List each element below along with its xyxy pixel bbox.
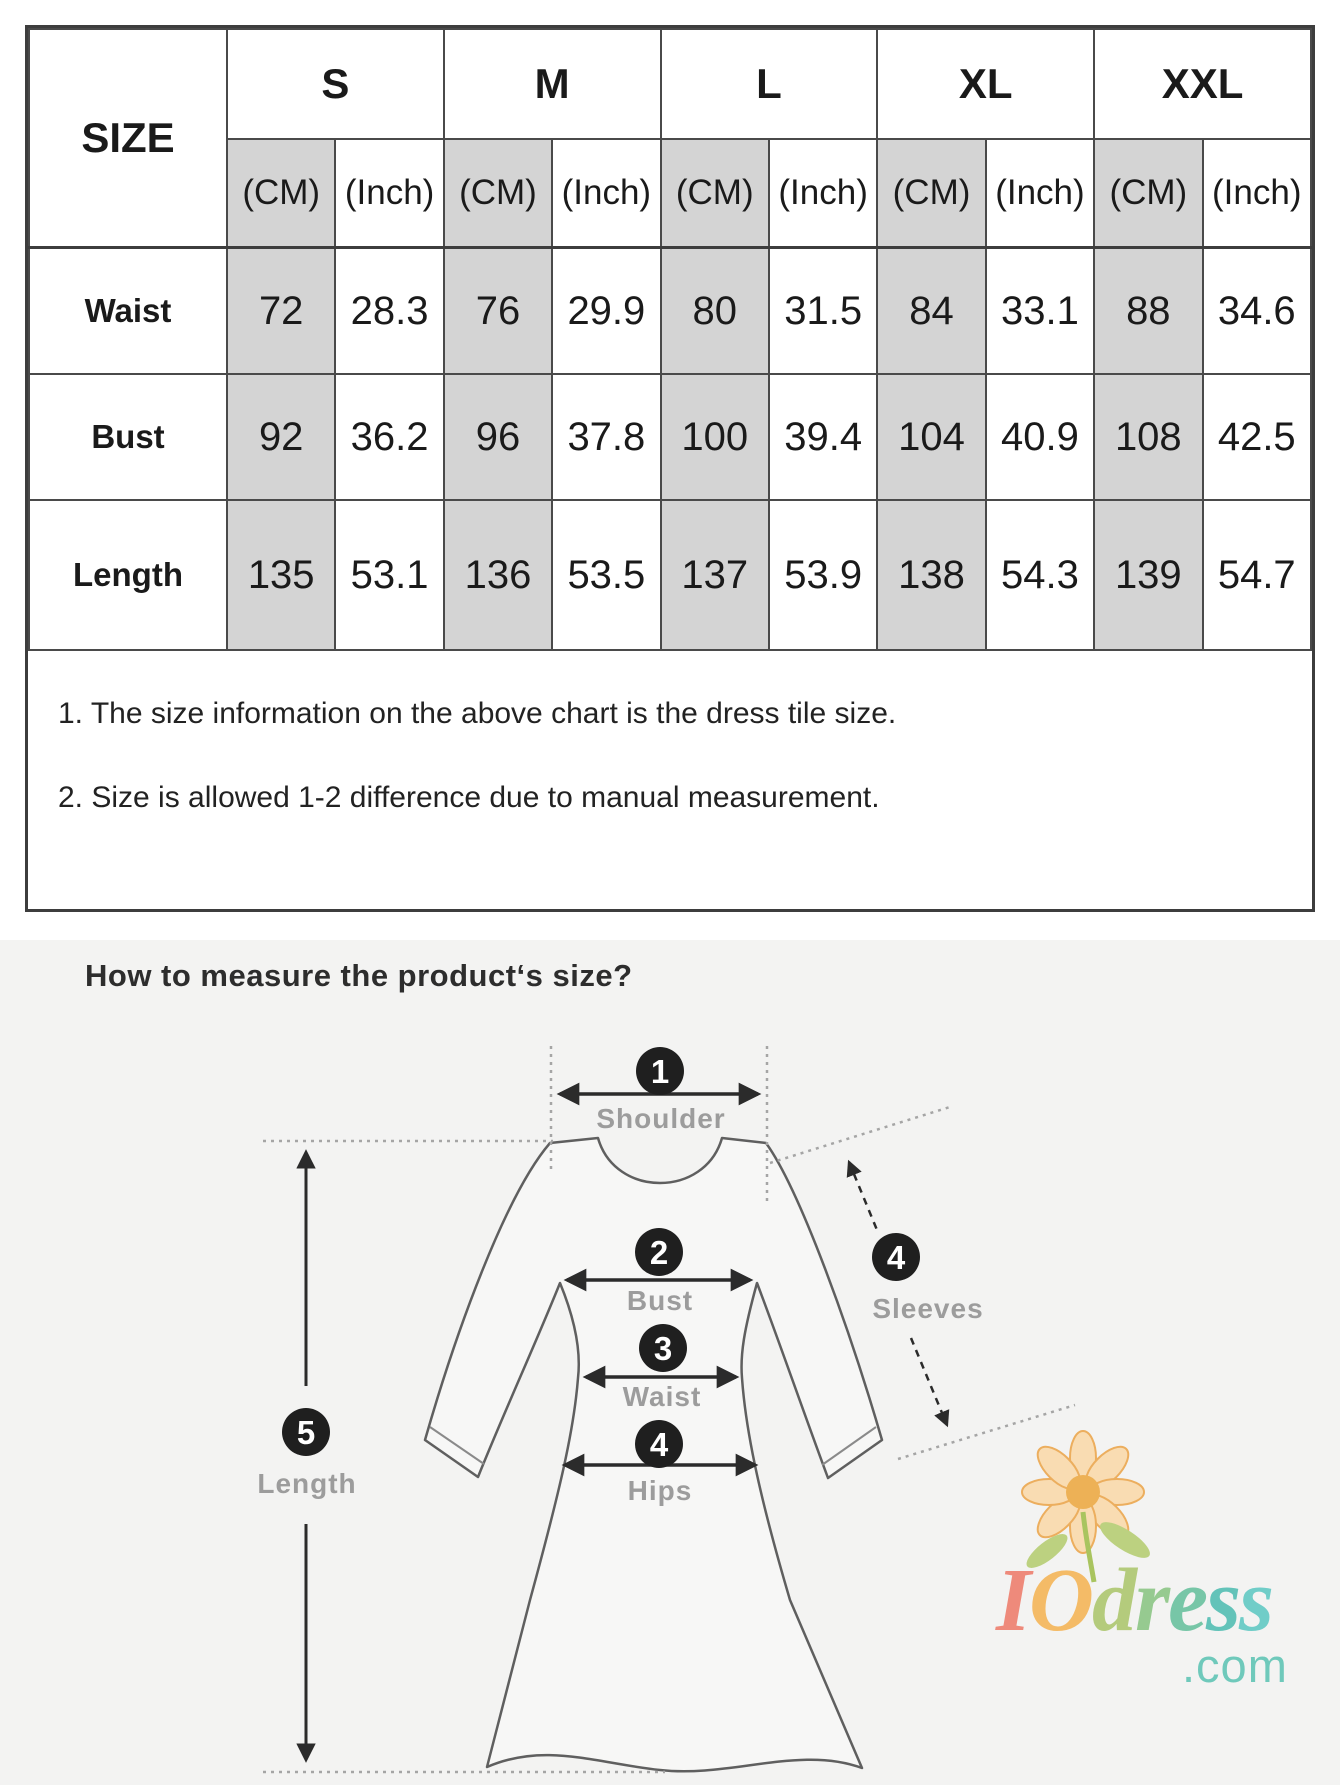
sleeve-top-guide-line: [770, 1107, 950, 1163]
size-cell: 72: [227, 248, 335, 375]
size-cell: 28.3: [335, 248, 443, 375]
unit-cm: (CM): [1094, 139, 1202, 248]
unit-inch: (Inch): [552, 139, 660, 248]
brand-letter: I: [996, 1551, 1030, 1650]
table-row-bust: [29, 374, 1311, 500]
unit-cm: (CM): [661, 139, 769, 248]
size-cell: 36.2: [335, 374, 443, 500]
row-label: Length: [29, 500, 227, 650]
unit-inch: (Inch): [1203, 139, 1311, 248]
unit-inch: (Inch): [335, 139, 443, 248]
size-cell: 137: [661, 500, 769, 650]
measure-diagram: [0, 940, 1340, 1785]
size-header-l: L: [661, 29, 878, 139]
sleeves-arrow-bottom: [911, 1338, 947, 1425]
size-cell: 84: [877, 248, 985, 375]
size-cell: 53.9: [769, 500, 877, 650]
brand-letter: r: [1135, 1551, 1169, 1650]
size-header-row: [29, 29, 1311, 139]
shoulder-label: Shoulder: [596, 1103, 726, 1134]
size-cell: 139: [1094, 500, 1202, 650]
badge-5-number: 5: [296, 1414, 316, 1451]
size-cell: 108: [1094, 374, 1202, 500]
size-cell: 53.5: [552, 500, 660, 650]
size-cell: 34.6: [1203, 248, 1311, 375]
size-corner-label: SIZE: [29, 29, 227, 248]
size-header-s: S: [227, 29, 444, 139]
unit-inch: (Inch): [769, 139, 877, 248]
flower-center: [1066, 1475, 1100, 1509]
length-label: Length: [257, 1468, 357, 1499]
badge-4-hips-number: 4: [649, 1426, 669, 1463]
table-row-waist: [29, 248, 1311, 375]
waist-label: Waist: [622, 1381, 702, 1412]
size-cell: 33.1: [986, 248, 1094, 375]
unit-cm: (CM): [227, 139, 335, 248]
size-cell: 31.5: [769, 248, 877, 375]
size-cell: 42.5: [1203, 374, 1311, 500]
size-cell: 39.4: [769, 374, 877, 500]
row-label: Bust: [29, 374, 227, 500]
table-row-length: [29, 500, 1311, 650]
size-cell: 37.8: [552, 374, 660, 500]
brand-letter: O: [1029, 1551, 1093, 1650]
size-cell: 29.9: [552, 248, 660, 375]
brand-letter: s: [1239, 1551, 1273, 1650]
note-1: 1. The size information on the above chart is the dress tile size.: [58, 697, 897, 730]
unit-inch: (Inch): [986, 139, 1094, 248]
sleeves-arrow-top: [849, 1162, 877, 1230]
size-cell: 136: [444, 500, 552, 650]
size-cell: 88: [1094, 248, 1202, 375]
size-cell: 53.1: [335, 500, 443, 650]
badge-4-sleeves-number: 4: [886, 1239, 906, 1276]
size-cell: 100: [661, 374, 769, 500]
note-2: 2. Size is allowed 1-2 difference due to manual measurement.: [58, 781, 880, 814]
brand-logo: [996, 1551, 1273, 1650]
size-cell: 104: [877, 374, 985, 500]
sleeves-label: Sleeves: [872, 1293, 984, 1324]
size-header-xxl: XXL: [1094, 29, 1311, 139]
size-chart-notes: [28, 651, 1312, 815]
size-cell: 96: [444, 374, 552, 500]
size-cell: 40.9: [986, 374, 1094, 500]
badge-2-number: 2: [649, 1234, 669, 1271]
measure-section-title: How to measure the product‘s size?: [85, 958, 633, 993]
size-cell: 54.7: [1203, 500, 1311, 650]
unit-cm: (CM): [877, 139, 985, 248]
size-cell: 92: [227, 374, 335, 500]
size-cell: 54.3: [986, 500, 1094, 650]
size-cell: 80: [661, 248, 769, 375]
badge-1-number: 1: [650, 1053, 670, 1090]
badge-3-number: 3: [653, 1330, 673, 1367]
size-cell: 135: [227, 500, 335, 650]
size-chart-box: [25, 25, 1315, 912]
brand-letter: s: [1206, 1551, 1240, 1650]
brand-letter: d: [1092, 1551, 1136, 1650]
size-header-xl: XL: [877, 29, 1094, 139]
hips-label: Hips: [627, 1475, 693, 1506]
size-chart-table: [28, 28, 1312, 651]
size-cell: 138: [877, 500, 985, 650]
row-label: Waist: [29, 248, 227, 375]
size-cell: 76: [444, 248, 552, 375]
unit-cm: (CM): [444, 139, 552, 248]
bust-label: Bust: [626, 1285, 694, 1316]
brand-domain-suffix: .com: [1182, 1639, 1288, 1692]
size-header-m: M: [444, 29, 661, 139]
brand-letter: e: [1168, 1551, 1207, 1650]
